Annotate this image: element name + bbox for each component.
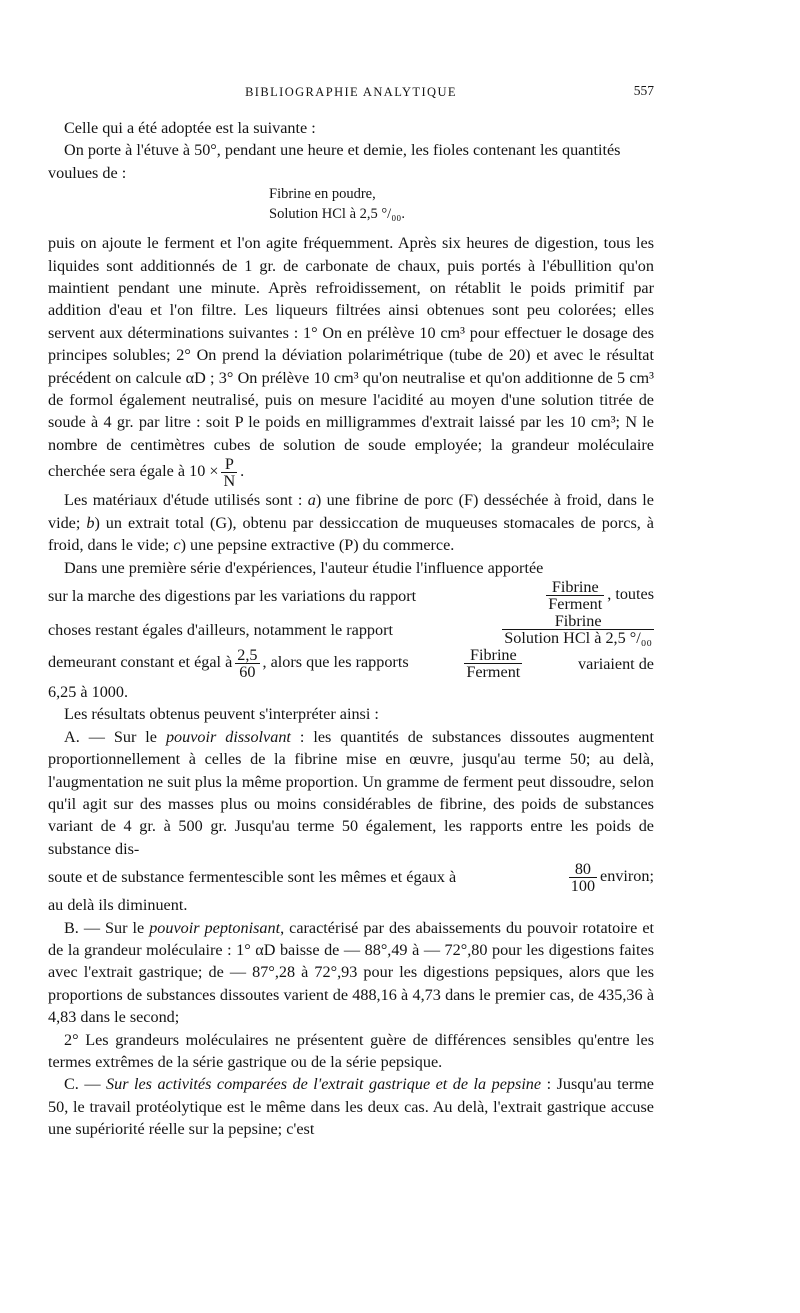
section-label: B. — Sur le (64, 918, 150, 937)
paragraph-text: , caractérisé par des abaissements du pouvoir rotatoire et de la grandeur moléculaire : 1° αD baisse de — 88°,49 à — 72°,80 pour les digestions faites avec l'extrait gastrique; de — 87°,28 à 72°,93 pour les digestions pepsiques, alors que les proportions de substances dissoutes varient de 488,16 à 4,73 dans le premier cas, de 435,36 à 4,83 dans le second; (48, 918, 655, 1027)
line-text: variaient de (578, 654, 654, 673)
italic-letter: c (173, 536, 181, 555)
italic-term: Sur les activités comparées de l'extrait gastrique et de la pepsine (106, 1075, 542, 1094)
fraction-numerator: Fibrine (464, 647, 522, 664)
paragraph: Celle qui a été adoptée est la suivante : (64, 119, 316, 137)
paragraph-text: Les matériaux d'étude utilisés sont : (64, 491, 308, 510)
fraction-denominator: 100 (570, 876, 596, 895)
paragraph-text: ) une pepsine extractive (P) du commerce. (180, 536, 455, 555)
italic-letter: b (86, 513, 95, 532)
paragraph-text: ) une fibrine de porc (F) desséchée à froid, dans le vide; (48, 491, 654, 532)
paragraph: On porte à l'étuve à 50°, pendant une heure et demie, les fioles contenant les quantités voulues de : (48, 141, 621, 182)
fraction-denominator: Solution HCl à 2,5 °/₀₀ (504, 629, 652, 648)
paragraph-c (48, 1073, 654, 1140)
fraction (569, 861, 597, 894)
italic-term: pouvoir peptonisant (149, 918, 281, 937)
text-line: 6,25 à 1000. (48, 682, 129, 701)
text-line: au delà ils diminuent. (48, 896, 188, 915)
text-line: Dans une première série d'expériences, l'auteur étudie l'influence apportée (64, 558, 544, 577)
paragraph-a (48, 726, 654, 917)
fraction-group (566, 861, 654, 894)
list-item: Fibrine en poudre, (269, 186, 376, 203)
section-label: C. — (64, 1075, 107, 1094)
ingredient-list (269, 184, 654, 224)
line-text: choses restant égales d'ailleurs, notamment le rapport (48, 620, 393, 639)
line-text: , toutes (607, 585, 654, 604)
fraction-group (543, 579, 654, 612)
line-text: environ; (600, 866, 654, 885)
fraction-numerator: 80 (569, 861, 597, 878)
fraction-denominator: Ferment (466, 663, 521, 682)
italic-term: pouvoir dissolvant (165, 727, 291, 746)
fraction-denominator: 60 (239, 663, 256, 682)
paragraph: Les résultats obtenus peuvent s'interpréter ainsi : (64, 705, 379, 724)
paragraph-text (48, 726, 654, 860)
paragraph (48, 489, 654, 556)
paragraph-text: ) un extrait total (G), obtenu par dessiccation de muqueuses stomacales de porcs, à froid, dans le vide; (48, 513, 654, 555)
fraction-numerator: Fibrine (502, 613, 654, 630)
line-text: soute et de substance fermentescible sont les mêmes et égaux à (48, 867, 457, 886)
section-label: A. — Sur le (64, 727, 166, 746)
text-line (48, 860, 654, 894)
fraction (221, 456, 237, 489)
fraction (546, 579, 604, 612)
list-item: Solution HCl à 2,5 °/₀₀. (269, 206, 405, 223)
formula-prefix: 10 × (189, 462, 219, 481)
paragraph-b (48, 917, 654, 1029)
page-number: 557 (633, 83, 654, 98)
running-title: BIBLIOGRAPHIE ANALYTIQUE (245, 85, 457, 99)
fraction (502, 613, 654, 646)
fraction-denominator: N (223, 472, 236, 491)
paragraph-text: : Jusqu'au terme 50, le travail protéolytique est le même dans les deux cas. Au delà, l'extrait gastrique accuse une supériorité réelle sur la pepsine; c'est (48, 1075, 654, 1139)
fraction-denominator: Ferment (548, 595, 603, 614)
fraction-numerator: Fibrine (546, 579, 604, 596)
formula-end: . (240, 462, 245, 481)
fraction (464, 647, 522, 680)
running-header (48, 78, 654, 100)
paragraph: 2° Les grandeurs moléculaires ne présentent guère de différences sensibles qu'entre les termes extrêmes de la série gastrique ou de la série pepsique. (48, 1030, 654, 1071)
fraction-numerator: P (221, 456, 237, 473)
line-text: demeurant constant et égal à (48, 653, 233, 672)
paragraph-text: : les quantités de substances dissoutes augmentent proportionnellement à celles de la fibrine mise en œuvre, jusqu'au terme 50; au delà, l'augmentation ne suit plus la même proportion. Un gramme de ferment peut dissoudre, selon qu'il agit sur des masses plus ou moins considérables de fibrine, des poids de substances variant de 4 gr. à 500 gr. Jusqu'au terme 50 également, les rapports entre les poids de substance dis- (48, 727, 654, 858)
line-text: sur la marche des digestions par les variations du rapport (48, 586, 417, 605)
fraction (235, 647, 259, 680)
fraction-numerator: 2,5 (237, 646, 258, 665)
text-line (48, 647, 654, 681)
paragraph-text: puis on ajoute le ferment et l'on agite fréquemment. Après six heures de digestion, tous les liquides sont additionnés de 1 gr. de carbonate de chaux, puis portés à l'ébullition qu'on maintient pendant une minute. Après refroidissement, on rétablit le poids primitif par addition d'eau et l'on filtre. Les liqueurs filtrées ainsi obtenues sont peu colorées; elles servent aux déterminations suivantes : 1° On en prélève 10 cm³ pour effectuer le dosage des principes solubles; 2° On prend la déviation polarimétrique (tube de 20) et avec le résultat précédent on calcule αD ; 3° On prélève 10 cm³ qu'on neutralise et qu'on additionne de 5 cm³ de formol également neutralisé, puis on mesure l'acidité au moyen d'une solution titrée de soude à 4 gr. par litre : soit P le poids en milligrammes d'extrait laissé par les 10 cm³; N le nombre de centimètres cubes de solution de soude employée; la grandeur moléculaire cherchée sera égale à (48, 234, 654, 481)
line-text: , alors que les rapports (262, 653, 409, 672)
italic-letter: a (307, 491, 316, 510)
paragraph (48, 557, 654, 704)
line-group (48, 647, 409, 680)
text-line (48, 613, 654, 647)
paragraph (48, 232, 654, 489)
text-line (48, 579, 654, 613)
page-body (48, 117, 654, 1141)
